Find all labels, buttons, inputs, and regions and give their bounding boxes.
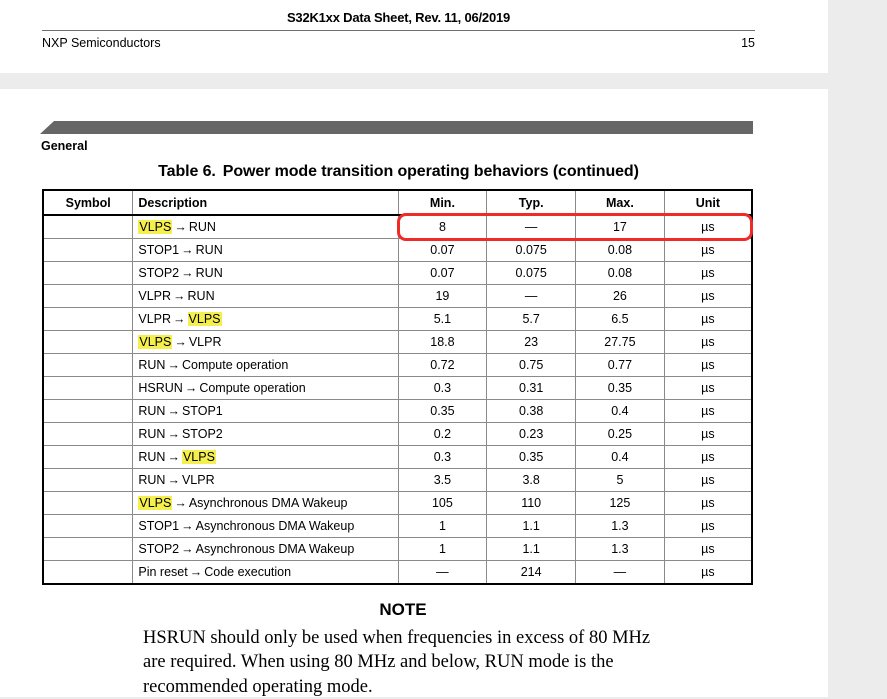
cell-symbol bbox=[43, 446, 133, 469]
table-body bbox=[43, 215, 752, 584]
description-target: RUN bbox=[188, 220, 216, 234]
cell-min: 1 bbox=[398, 538, 487, 561]
pdf-page-gutter bbox=[0, 73, 887, 89]
cell-min: 1 bbox=[398, 515, 487, 538]
table-row bbox=[43, 215, 752, 239]
highlighted-term: VLPS bbox=[182, 450, 215, 464]
table-row bbox=[43, 492, 752, 515]
cell-typ: 0.75 bbox=[487, 354, 576, 377]
transition-arrow-icon: → bbox=[184, 381, 198, 395]
cell-unit: µs bbox=[664, 400, 752, 423]
cell-max: 0.08 bbox=[576, 262, 665, 285]
cell-unit: µs bbox=[664, 285, 752, 308]
cell-typ: 0.31 bbox=[487, 377, 576, 400]
cell-min: 19 bbox=[398, 285, 487, 308]
table-row bbox=[43, 446, 752, 469]
description-target: VLPR bbox=[188, 335, 222, 349]
cell-max: — bbox=[576, 561, 665, 585]
cell-symbol bbox=[43, 354, 133, 377]
power-mode-transition-table bbox=[42, 189, 753, 585]
cell-symbol bbox=[43, 377, 133, 400]
cell-min: 0.3 bbox=[398, 446, 487, 469]
cell-max: 1.3 bbox=[576, 538, 665, 561]
cell-symbol bbox=[43, 262, 133, 285]
description-source: RUN bbox=[138, 358, 166, 372]
cell-min: 0.72 bbox=[398, 354, 487, 377]
table-row bbox=[43, 331, 752, 354]
cell-description bbox=[133, 354, 398, 377]
section-banner-bar bbox=[40, 121, 753, 134]
transition-arrow-icon: → bbox=[167, 473, 180, 487]
description-target: Asynchronous DMA Wakeup bbox=[195, 542, 355, 556]
description-target: RUN bbox=[195, 266, 223, 280]
cell-description bbox=[133, 538, 398, 561]
table-header-row bbox=[43, 190, 752, 215]
cell-symbol bbox=[43, 515, 133, 538]
description-target: Asynchronous DMA Wakeup bbox=[195, 519, 355, 533]
description-source: HSRUN bbox=[138, 381, 183, 395]
cell-description bbox=[133, 400, 398, 423]
description-source: RUN bbox=[138, 450, 166, 464]
transition-arrow-icon: → bbox=[173, 289, 186, 303]
cell-min: 8 bbox=[398, 215, 487, 239]
cell-symbol bbox=[43, 561, 133, 585]
cell-unit: µs bbox=[664, 239, 752, 262]
cell-description bbox=[133, 423, 398, 446]
cell-min: — bbox=[398, 561, 487, 585]
cell-symbol bbox=[43, 469, 133, 492]
cell-unit: µs bbox=[664, 561, 752, 585]
table-row bbox=[43, 308, 752, 331]
table-row bbox=[43, 538, 752, 561]
description-target: STOP2 bbox=[181, 427, 223, 441]
highlighted-term: VLPS bbox=[139, 496, 172, 510]
document-title: S32K1xx Data Sheet, Rev. 11, 06/2019 bbox=[286, 10, 511, 25]
cell-unit: µs bbox=[664, 446, 752, 469]
cell-typ: 1.1 bbox=[487, 515, 576, 538]
column-header-typ: Typ. bbox=[487, 190, 576, 215]
cell-typ: 110 bbox=[487, 492, 576, 515]
cell-description bbox=[133, 239, 398, 262]
cell-max: 0.08 bbox=[576, 239, 665, 262]
table-header bbox=[43, 190, 752, 215]
description-target: RUN bbox=[187, 289, 215, 303]
transition-arrow-icon: → bbox=[167, 450, 180, 464]
table-row bbox=[43, 561, 752, 585]
cell-max: 26 bbox=[576, 285, 665, 308]
table-row bbox=[43, 239, 752, 262]
transition-arrow-icon: → bbox=[174, 220, 187, 234]
description-source: VLPR bbox=[138, 312, 172, 326]
cell-typ: 0.38 bbox=[487, 400, 576, 423]
table-caption bbox=[42, 163, 755, 181]
cell-symbol bbox=[43, 331, 133, 354]
cell-description bbox=[133, 469, 398, 492]
cell-max: 0.25 bbox=[576, 423, 665, 446]
cell-max: 125 bbox=[576, 492, 665, 515]
cell-max: 27.75 bbox=[576, 331, 665, 354]
cell-min: 5.1 bbox=[398, 308, 487, 331]
cell-typ: 0.075 bbox=[487, 262, 576, 285]
description-source: Pin reset bbox=[138, 565, 188, 579]
table-row bbox=[43, 423, 752, 446]
cell-typ: 3.8 bbox=[487, 469, 576, 492]
description-target: Compute operation bbox=[181, 358, 289, 372]
document-running-header bbox=[42, 10, 755, 50]
cell-max: 17 bbox=[576, 215, 665, 239]
cell-min: 0.07 bbox=[398, 239, 487, 262]
cell-symbol bbox=[43, 239, 133, 262]
cell-unit: µs bbox=[664, 354, 752, 377]
transition-arrow-icon: → bbox=[181, 266, 194, 280]
cell-description bbox=[133, 492, 398, 515]
cell-min: 105 bbox=[398, 492, 487, 515]
cell-max: 5 bbox=[576, 469, 665, 492]
cell-typ: 0.075 bbox=[487, 239, 576, 262]
transition-arrow-icon: → bbox=[174, 335, 187, 349]
description-source: STOP2 bbox=[138, 542, 180, 556]
cell-unit: µs bbox=[664, 331, 752, 354]
note-body-text: HSRUN should only be used when frequencies in excess of 80 MHz are required. When using 80 MHz and below, RUN mode is the recommended operating mode. bbox=[143, 628, 651, 697]
description-target: RUN bbox=[195, 243, 223, 257]
column-header-unit: Unit bbox=[664, 190, 752, 215]
description-target: VLPR bbox=[181, 473, 215, 487]
cell-description bbox=[133, 515, 398, 538]
cell-typ: 214 bbox=[487, 561, 576, 585]
cell-min: 3.5 bbox=[398, 469, 487, 492]
transition-arrow-icon: → bbox=[174, 496, 187, 510]
note-block bbox=[143, 600, 663, 699]
cell-max: 0.4 bbox=[576, 446, 665, 469]
column-header-max: Max. bbox=[576, 190, 665, 215]
cell-description bbox=[133, 331, 398, 354]
cell-description bbox=[133, 308, 398, 331]
description-source: RUN bbox=[138, 404, 166, 418]
table-caption-text: Power mode transition operating behaviors (continued) bbox=[222, 163, 639, 180]
header-meta-row bbox=[42, 36, 755, 50]
cell-typ: 5.7 bbox=[487, 308, 576, 331]
description-source: RUN bbox=[138, 473, 166, 487]
cell-max: 0.35 bbox=[576, 377, 665, 400]
description-target: Code execution bbox=[204, 565, 292, 579]
description-source: STOP2 bbox=[138, 266, 180, 280]
cell-description bbox=[133, 262, 398, 285]
cell-unit: µs bbox=[664, 515, 752, 538]
table-row bbox=[43, 515, 752, 538]
highlighted-term: VLPS bbox=[139, 220, 172, 234]
cell-typ: 1.1 bbox=[487, 538, 576, 561]
cell-unit: µs bbox=[664, 262, 752, 285]
description-source: VLPR bbox=[138, 289, 172, 303]
highlighted-term: VLPS bbox=[139, 335, 172, 349]
cell-symbol bbox=[43, 538, 133, 561]
cell-description bbox=[133, 446, 398, 469]
cell-description bbox=[133, 561, 398, 585]
highlighted-term: VLPS bbox=[188, 312, 221, 326]
transition-arrow-icon: → bbox=[181, 519, 194, 533]
cell-typ: — bbox=[487, 285, 576, 308]
description-target: Asynchronous DMA Wakeup bbox=[188, 496, 348, 510]
cell-unit: µs bbox=[664, 377, 752, 400]
section-banner bbox=[40, 121, 753, 134]
header-divider-rule bbox=[42, 30, 755, 31]
table-caption-number: Table 6. bbox=[158, 163, 216, 180]
cell-symbol bbox=[43, 308, 133, 331]
note-title: NOTE bbox=[379, 600, 427, 619]
cell-description bbox=[133, 285, 398, 308]
cell-max: 1.3 bbox=[576, 515, 665, 538]
description-target: STOP1 bbox=[181, 404, 223, 418]
cell-unit: µs bbox=[664, 215, 752, 239]
cell-symbol bbox=[43, 423, 133, 446]
cell-symbol bbox=[43, 285, 133, 308]
section-label: General bbox=[41, 139, 88, 153]
cell-description bbox=[133, 215, 398, 239]
table-row bbox=[43, 469, 752, 492]
table-row bbox=[43, 262, 752, 285]
cell-max: 0.77 bbox=[576, 354, 665, 377]
description-source: RUN bbox=[138, 427, 166, 441]
transition-arrow-icon: → bbox=[189, 565, 203, 579]
cell-description bbox=[133, 377, 398, 400]
cell-min: 0.2 bbox=[398, 423, 487, 446]
table-row bbox=[43, 377, 752, 400]
cell-min: 18.8 bbox=[398, 331, 487, 354]
transition-arrow-icon: → bbox=[167, 358, 180, 372]
column-header-description: Description bbox=[133, 190, 398, 215]
table-row bbox=[43, 400, 752, 423]
description-source: STOP1 bbox=[138, 519, 180, 533]
cell-min: 0.35 bbox=[398, 400, 487, 423]
transition-arrow-icon: → bbox=[167, 427, 180, 441]
table-row bbox=[43, 285, 752, 308]
cell-min: 0.3 bbox=[398, 377, 487, 400]
transition-arrow-icon: → bbox=[181, 243, 194, 257]
page-number: 15 bbox=[741, 36, 755, 50]
cell-typ: 23 bbox=[487, 331, 576, 354]
column-header-symbol: Symbol bbox=[43, 190, 133, 215]
transition-arrow-icon: → bbox=[167, 404, 180, 418]
transition-arrow-icon: → bbox=[173, 312, 186, 326]
description-source: STOP1 bbox=[138, 243, 180, 257]
cell-max: 0.4 bbox=[576, 400, 665, 423]
cell-unit: µs bbox=[664, 423, 752, 446]
cell-min: 0.07 bbox=[398, 262, 487, 285]
table-row bbox=[43, 354, 752, 377]
description-target: Compute operation bbox=[199, 381, 306, 395]
cell-typ: 0.23 bbox=[487, 423, 576, 446]
cell-unit: µs bbox=[664, 308, 752, 331]
cell-max: 6.5 bbox=[576, 308, 665, 331]
cell-unit: µs bbox=[664, 492, 752, 515]
company-name: NXP Semiconductors bbox=[42, 36, 161, 50]
column-header-min: Min. bbox=[398, 190, 487, 215]
cell-symbol bbox=[43, 400, 133, 423]
cell-unit: µs bbox=[664, 538, 752, 561]
cell-unit: µs bbox=[664, 469, 752, 492]
transition-arrow-icon: → bbox=[181, 542, 194, 556]
cell-typ: — bbox=[487, 215, 576, 239]
cell-symbol bbox=[43, 492, 133, 515]
cell-symbol bbox=[43, 215, 133, 239]
cell-typ: 0.35 bbox=[487, 446, 576, 469]
